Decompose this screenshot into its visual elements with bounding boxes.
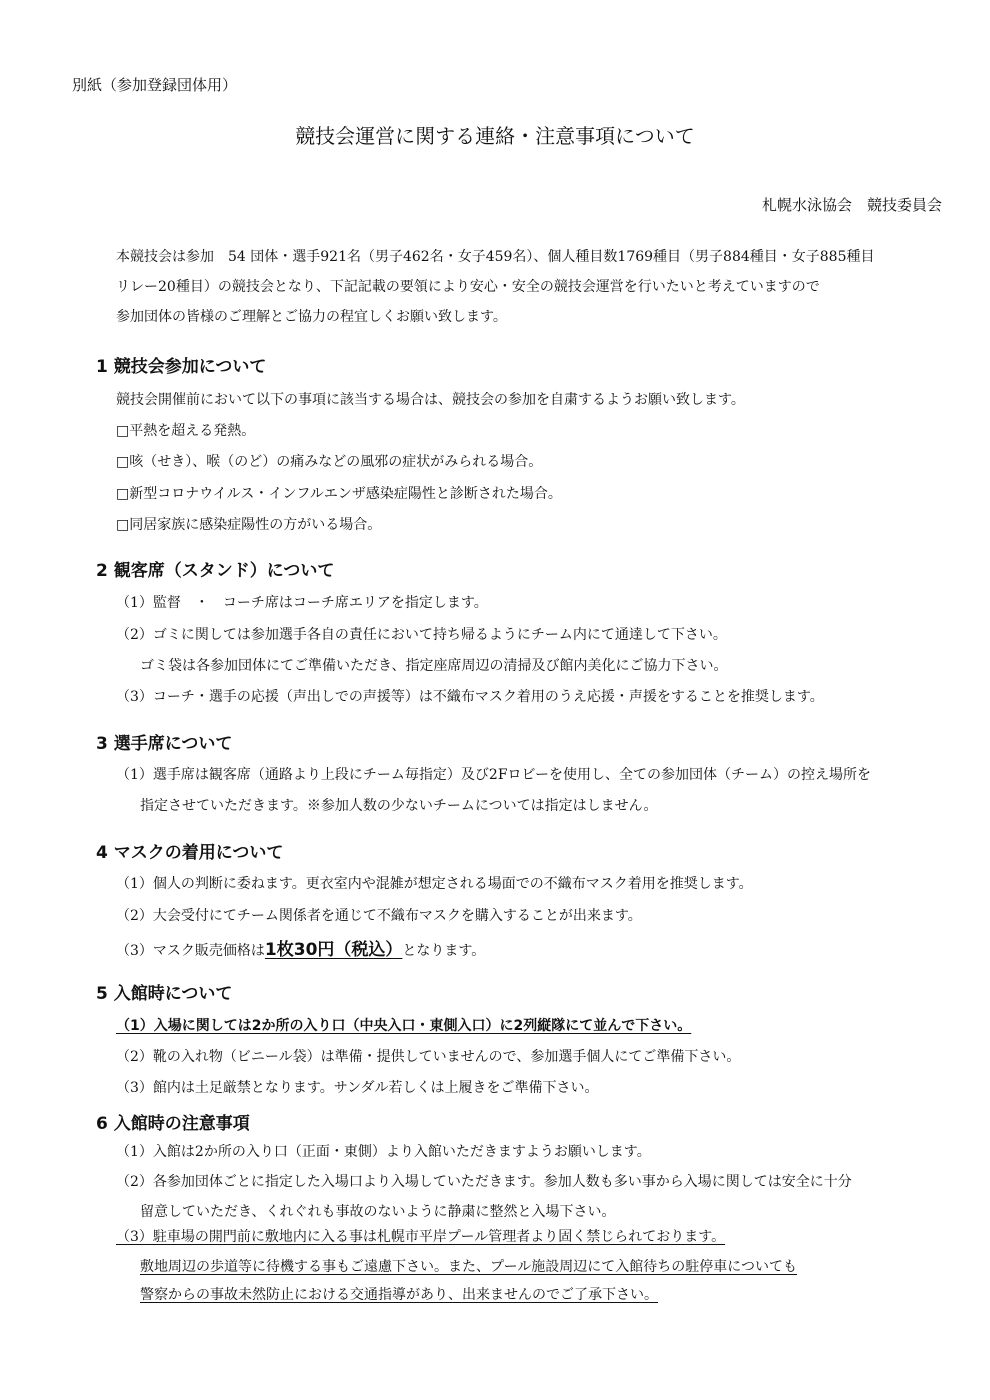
checkbox-item: □同居家族に感染症陽性の方がいる場合。 — [116, 517, 382, 533]
document-title: 競技会運営に関する連絡・注意事項について — [295, 124, 695, 148]
section-5-line: （2）靴の入れ物（ビニール袋）は準備・提供していませんので、参加選手個人にてご準備下さい。 — [116, 1049, 741, 1065]
section-5-line: （1）入場に関しては2か所の入り口（中央入口・東側入口）に2列縦隊にて並んで下さい。 — [116, 1018, 692, 1034]
section-4-line: （1）個人の判断に委ねます。更衣室内や混雑が想定される場面での不織布マスク着用を推奨します。 — [116, 876, 753, 892]
section-3-line: 指定させていただきます。※参加人数の少ないチームについては指定はしません。 — [140, 798, 658, 814]
section-2-heading: 2 観客席（スタンド）について — [96, 561, 335, 581]
section-2-line: （1）監督 ・ コーチ席はコーチ席エリアを指定します。 — [116, 595, 488, 611]
section-6-line: （1）入館は2か所の入り口（正面・東側）より入館いただきますようお願いします。 — [116, 1144, 651, 1160]
intro-line: 参加団体の皆様のご理解とご協力の程宜しくお願い致します。 — [116, 309, 507, 325]
section-6-line: 敷地周辺の歩道等に待機する事もご遠慮下さい。また、プール施設周辺にて入館待ちの駐停車についても — [140, 1259, 798, 1275]
section-3-line: （1）選手席は観客席（通路より上段にチーム毎指定）及び2Fロビーを使用し、全ての参加団体（チーム）の控え場所を — [116, 767, 871, 783]
section-6-heading: 6 入館時の注意事項 — [96, 1114, 250, 1134]
mask-price-prefix: （3）マスク販売価格は — [116, 943, 265, 959]
intro-line: リレー20種目）の競技会となり、下記記載の要領により安心・安全の競技会運営を行いたいと考えていますので — [116, 279, 820, 295]
section-5-line: （3）館内は土足厳禁となります。サンダル若しくは上履きをご準備下さい。 — [116, 1080, 599, 1096]
section-1-line: 競技会開催前において以下の事項に該当する場合は、競技会の参加を自粛するようお願い致します。 — [116, 392, 745, 408]
section-5-heading: 5 入館時について — [96, 984, 233, 1004]
checkbox-item: □平熱を超える発熱。 — [116, 423, 256, 439]
section-6-line: 留意していただき、くれぐれも事故のないように静粛に整然と入場下さい。 — [140, 1204, 616, 1220]
mask-price-line — [116, 935, 485, 960]
section-2-line: （2）ゴミに関しては参加選手各自の責任において持ち帰るようにチーム内にて通達して下さい。 — [116, 627, 727, 643]
section-2-line: （3）コーチ・選手の応援（声出しでの声援等）は不織布マスク着用のうえ応援・声援をすることを推奨します。 — [116, 689, 824, 705]
checkbox-item: □咳（せき）、喉（のど）の痛みなどの風邪の症状がみられる場合。 — [116, 454, 543, 470]
section-4-heading: 4 マスクの着用について — [96, 843, 284, 863]
section-6-line: （2）各参加団体ごとに指定した入場口より入場していただきます。参加人数も多い事から入場に関しては安全に十分 — [116, 1174, 852, 1190]
mask-price: 1枚30円（税込） — [264, 940, 403, 960]
section-6-line: （3）駐車場の開門前に敷地内に入る事は札幌市平岸プール管理者より固く禁じられております。 — [116, 1229, 726, 1245]
section-3-heading: 3 選手席について — [96, 734, 233, 754]
intro-line: 本競技会は参加 54 団体・選手921名（男子462名・女子459名）、個人種目数1769種目（男子884種目・女子885種目 — [116, 249, 875, 265]
section-1-heading: 1 競技会参加について — [96, 357, 267, 377]
section-4-line: （2）大会受付にてチーム関係者を通じて不織布マスクを購入することが出来ます。 — [116, 908, 642, 924]
organization-name: 札幌水泳協会 競技委員会 — [761, 196, 942, 214]
section-6-line: 警察からの事故未然防止における交通指導があり、出来ませんのでご了承下さい。 — [140, 1287, 658, 1303]
mask-price-suffix: となります。 — [402, 943, 486, 959]
annex-label: 別紙（参加登録団体用） — [72, 76, 238, 94]
section-2-line: ゴミ袋は各参加団体にてご準備いただき、指定座席周辺の清掃及び館内美化にご協力下さい。 — [140, 658, 728, 674]
checkbox-item: □新型コロナウイルス・インフルエンザ感染症陽性と診断された場合。 — [116, 486, 562, 502]
